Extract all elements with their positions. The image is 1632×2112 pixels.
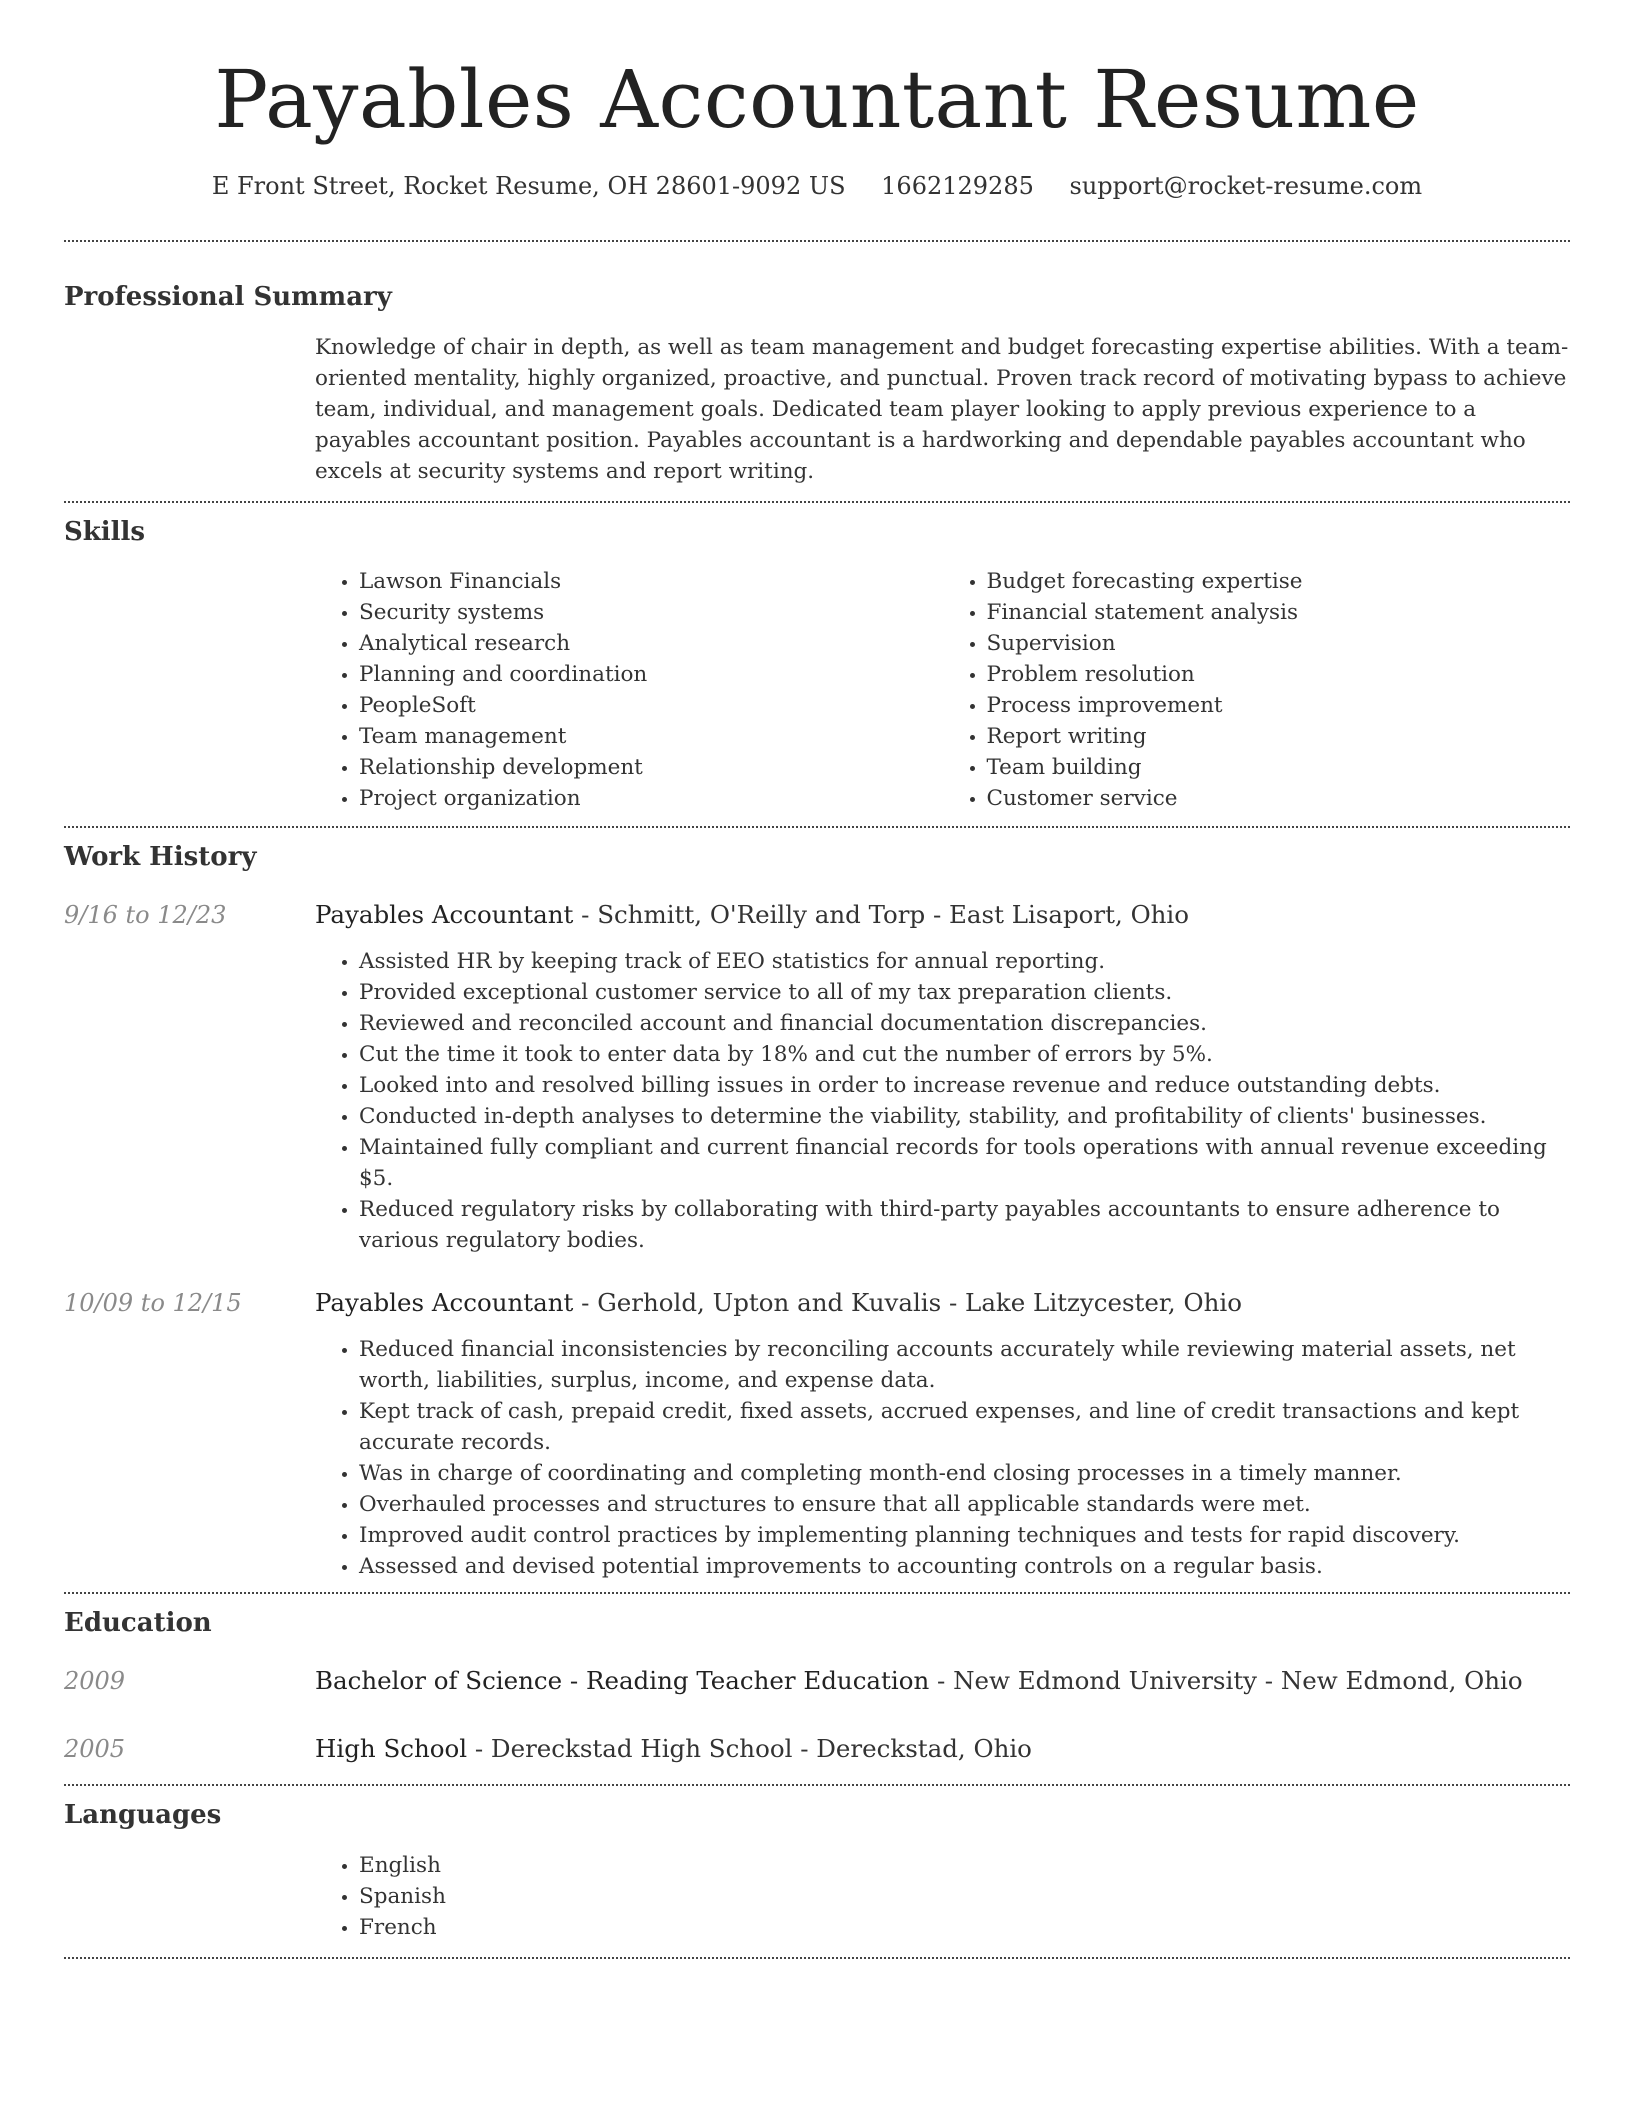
- job-title-line: [315, 898, 1570, 932]
- languages-list: [315, 1850, 1570, 1943]
- education-school: - Dereckstad High School - Dereckstad, Ohio: [467, 1734, 1032, 1763]
- duty-item: • Conducted in-depth analyses to determine the viability, stability, and profitability of clients' businesses.: [359, 1101, 1570, 1132]
- skill-item: • Planning and coordination: [359, 659, 943, 690]
- divider: [64, 240, 1570, 242]
- skill-item: • Problem resolution: [987, 659, 1571, 690]
- summary-section: [64, 280, 1570, 487]
- skills-column-right: [943, 566, 1571, 814]
- divider: [64, 1592, 1570, 1594]
- education-year: 2009: [64, 1667, 126, 1695]
- skill-item: • Customer service: [987, 783, 1571, 814]
- contact-line: [64, 170, 1570, 202]
- education-year: 2005: [64, 1735, 126, 1763]
- education-title-line: [315, 1732, 1570, 1766]
- job-duties: [315, 946, 1570, 1256]
- duty-item: • Reduced financial inconsistencies by reconciling accounts accurately while reviewing material assets, net worth, liabilities, surplus, income, and expense data.: [359, 1334, 1570, 1396]
- duty-item: • Assisted HR by keeping track of EEO statistics for annual reporting.: [359, 946, 1570, 977]
- duty-item: • Overhauled processes and structures to ensure that all applicable standards were met.: [359, 1489, 1570, 1520]
- language-item: • English: [359, 1850, 1570, 1881]
- duty-item: • Reviewed and reconciled account and financial documentation discrepancies.: [359, 1008, 1570, 1039]
- contact-email: support@rocket-resume.com: [1069, 172, 1423, 200]
- duty-item: • Cut the time it took to enter data by 18% and cut the number of errors by 5%.: [359, 1039, 1570, 1070]
- skill-item: • Team building: [987, 752, 1571, 783]
- education-title-line: [315, 1664, 1570, 1698]
- education-section: [64, 1606, 1570, 1766]
- duty-item: • Maintained fully compliant and current financial records for tools operations with annual revenue exceeding $5.: [359, 1132, 1570, 1194]
- job-dates: 9/16 to 12/23: [64, 901, 227, 929]
- divider: [64, 1957, 1570, 1959]
- skill-item: • Lawson Financials: [359, 566, 943, 597]
- education-degree: High School: [315, 1734, 468, 1763]
- skill-item: • Supervision: [987, 628, 1571, 659]
- job-entry: [64, 1286, 1570, 1582]
- languages-section: [64, 1798, 1570, 1943]
- duty-item: • Was in charge of coordinating and completing month-end closing processes in a timely manner.: [359, 1458, 1570, 1489]
- resume-page: [64, 0, 1570, 1959]
- skill-item: • Report writing: [987, 721, 1571, 752]
- duty-item: • Provided exceptional customer service to all of my tax preparation clients.: [359, 977, 1570, 1008]
- education-degree: Bachelor of Science - Reading Teacher Education: [315, 1666, 930, 1695]
- education-entry: [64, 1664, 1570, 1698]
- resume-title: Payables Accountant Resume: [214, 53, 1420, 146]
- job-entry: [64, 898, 1570, 1256]
- skills-heading: Skills: [64, 517, 146, 547]
- skills-list: [315, 566, 1570, 814]
- skill-item: • PeopleSoft: [359, 690, 943, 721]
- duty-item: • Looked into and resolved billing issues in order to increase revenue and reduce outstanding debts.: [359, 1070, 1570, 1101]
- skills-section: [64, 515, 1570, 814]
- duty-item: • Kept track of cash, prepaid credit, fixed assets, accrued expenses, and line of credit transactions and kept accurate records.: [359, 1396, 1570, 1458]
- skill-item: • Process improvement: [987, 690, 1571, 721]
- work-heading: Work History: [64, 842, 257, 872]
- skill-item: • Security systems: [359, 597, 943, 628]
- languages-heading: Languages: [64, 1800, 222, 1830]
- divider: [64, 826, 1570, 828]
- skill-item: • Relationship development: [359, 752, 943, 783]
- contact-phone: 1662129285: [881, 172, 1034, 200]
- education-entry: [64, 1732, 1570, 1766]
- work-section: [64, 840, 1570, 1582]
- duty-item: • Assessed and devised potential improvements to accounting controls on a regular basis.: [359, 1551, 1570, 1582]
- job-duties: [315, 1334, 1570, 1582]
- divider: [64, 1784, 1570, 1786]
- skill-item: • Team management: [359, 721, 943, 752]
- skill-item: • Analytical research: [359, 628, 943, 659]
- skills-column-left: [315, 566, 943, 814]
- job-title: Payables Accountant: [315, 900, 574, 929]
- job-employer: - Gerhold, Upton and Kuvalis - Lake Litzycester, Ohio: [573, 1288, 1242, 1317]
- summary-heading: Professional Summary: [64, 282, 392, 312]
- education-school: - New Edmond University - New Edmond, Ohio: [929, 1666, 1523, 1695]
- skill-item: • Financial statement analysis: [987, 597, 1571, 628]
- job-title-line: [315, 1286, 1570, 1320]
- skill-item: • Budget forecasting expertise: [987, 566, 1571, 597]
- education-heading: Education: [64, 1608, 212, 1638]
- job-title: Payables Accountant: [315, 1288, 574, 1317]
- language-item: • French: [359, 1912, 1570, 1943]
- job-employer: - Schmitt, O'Reilly and Torp - East Lisaport, Ohio: [573, 900, 1190, 929]
- language-item: • Spanish: [359, 1881, 1570, 1912]
- divider: [64, 501, 1570, 503]
- job-dates: 10/09 to 12/15: [64, 1289, 242, 1317]
- skill-item: • Project organization: [359, 783, 943, 814]
- contact-address: E Front Street, Rocket Resume, OH 28601-9092 US: [211, 172, 846, 200]
- summary-text: Knowledge of chair in depth, as well as team management and budget forecasting expertise abilities. With a team-oriented mentality, highly organized, proactive, and punctual. Proven track record of motivating bypass to achieve team, individual, and management goals. Dedicated team player looking to apply previous experience to a payables accountant position. Payables accountant is a hardworking and dependable payables accountant who excels at security systems and report writing.: [315, 335, 1569, 484]
- duty-item: • Improved audit control practices by implementing planning techniques and tests for rapid discovery.: [359, 1520, 1570, 1551]
- duty-item: • Reduced regulatory risks by collaborating with third-party payables accountants to ensure adherence to various regulatory bodies.: [359, 1194, 1570, 1256]
